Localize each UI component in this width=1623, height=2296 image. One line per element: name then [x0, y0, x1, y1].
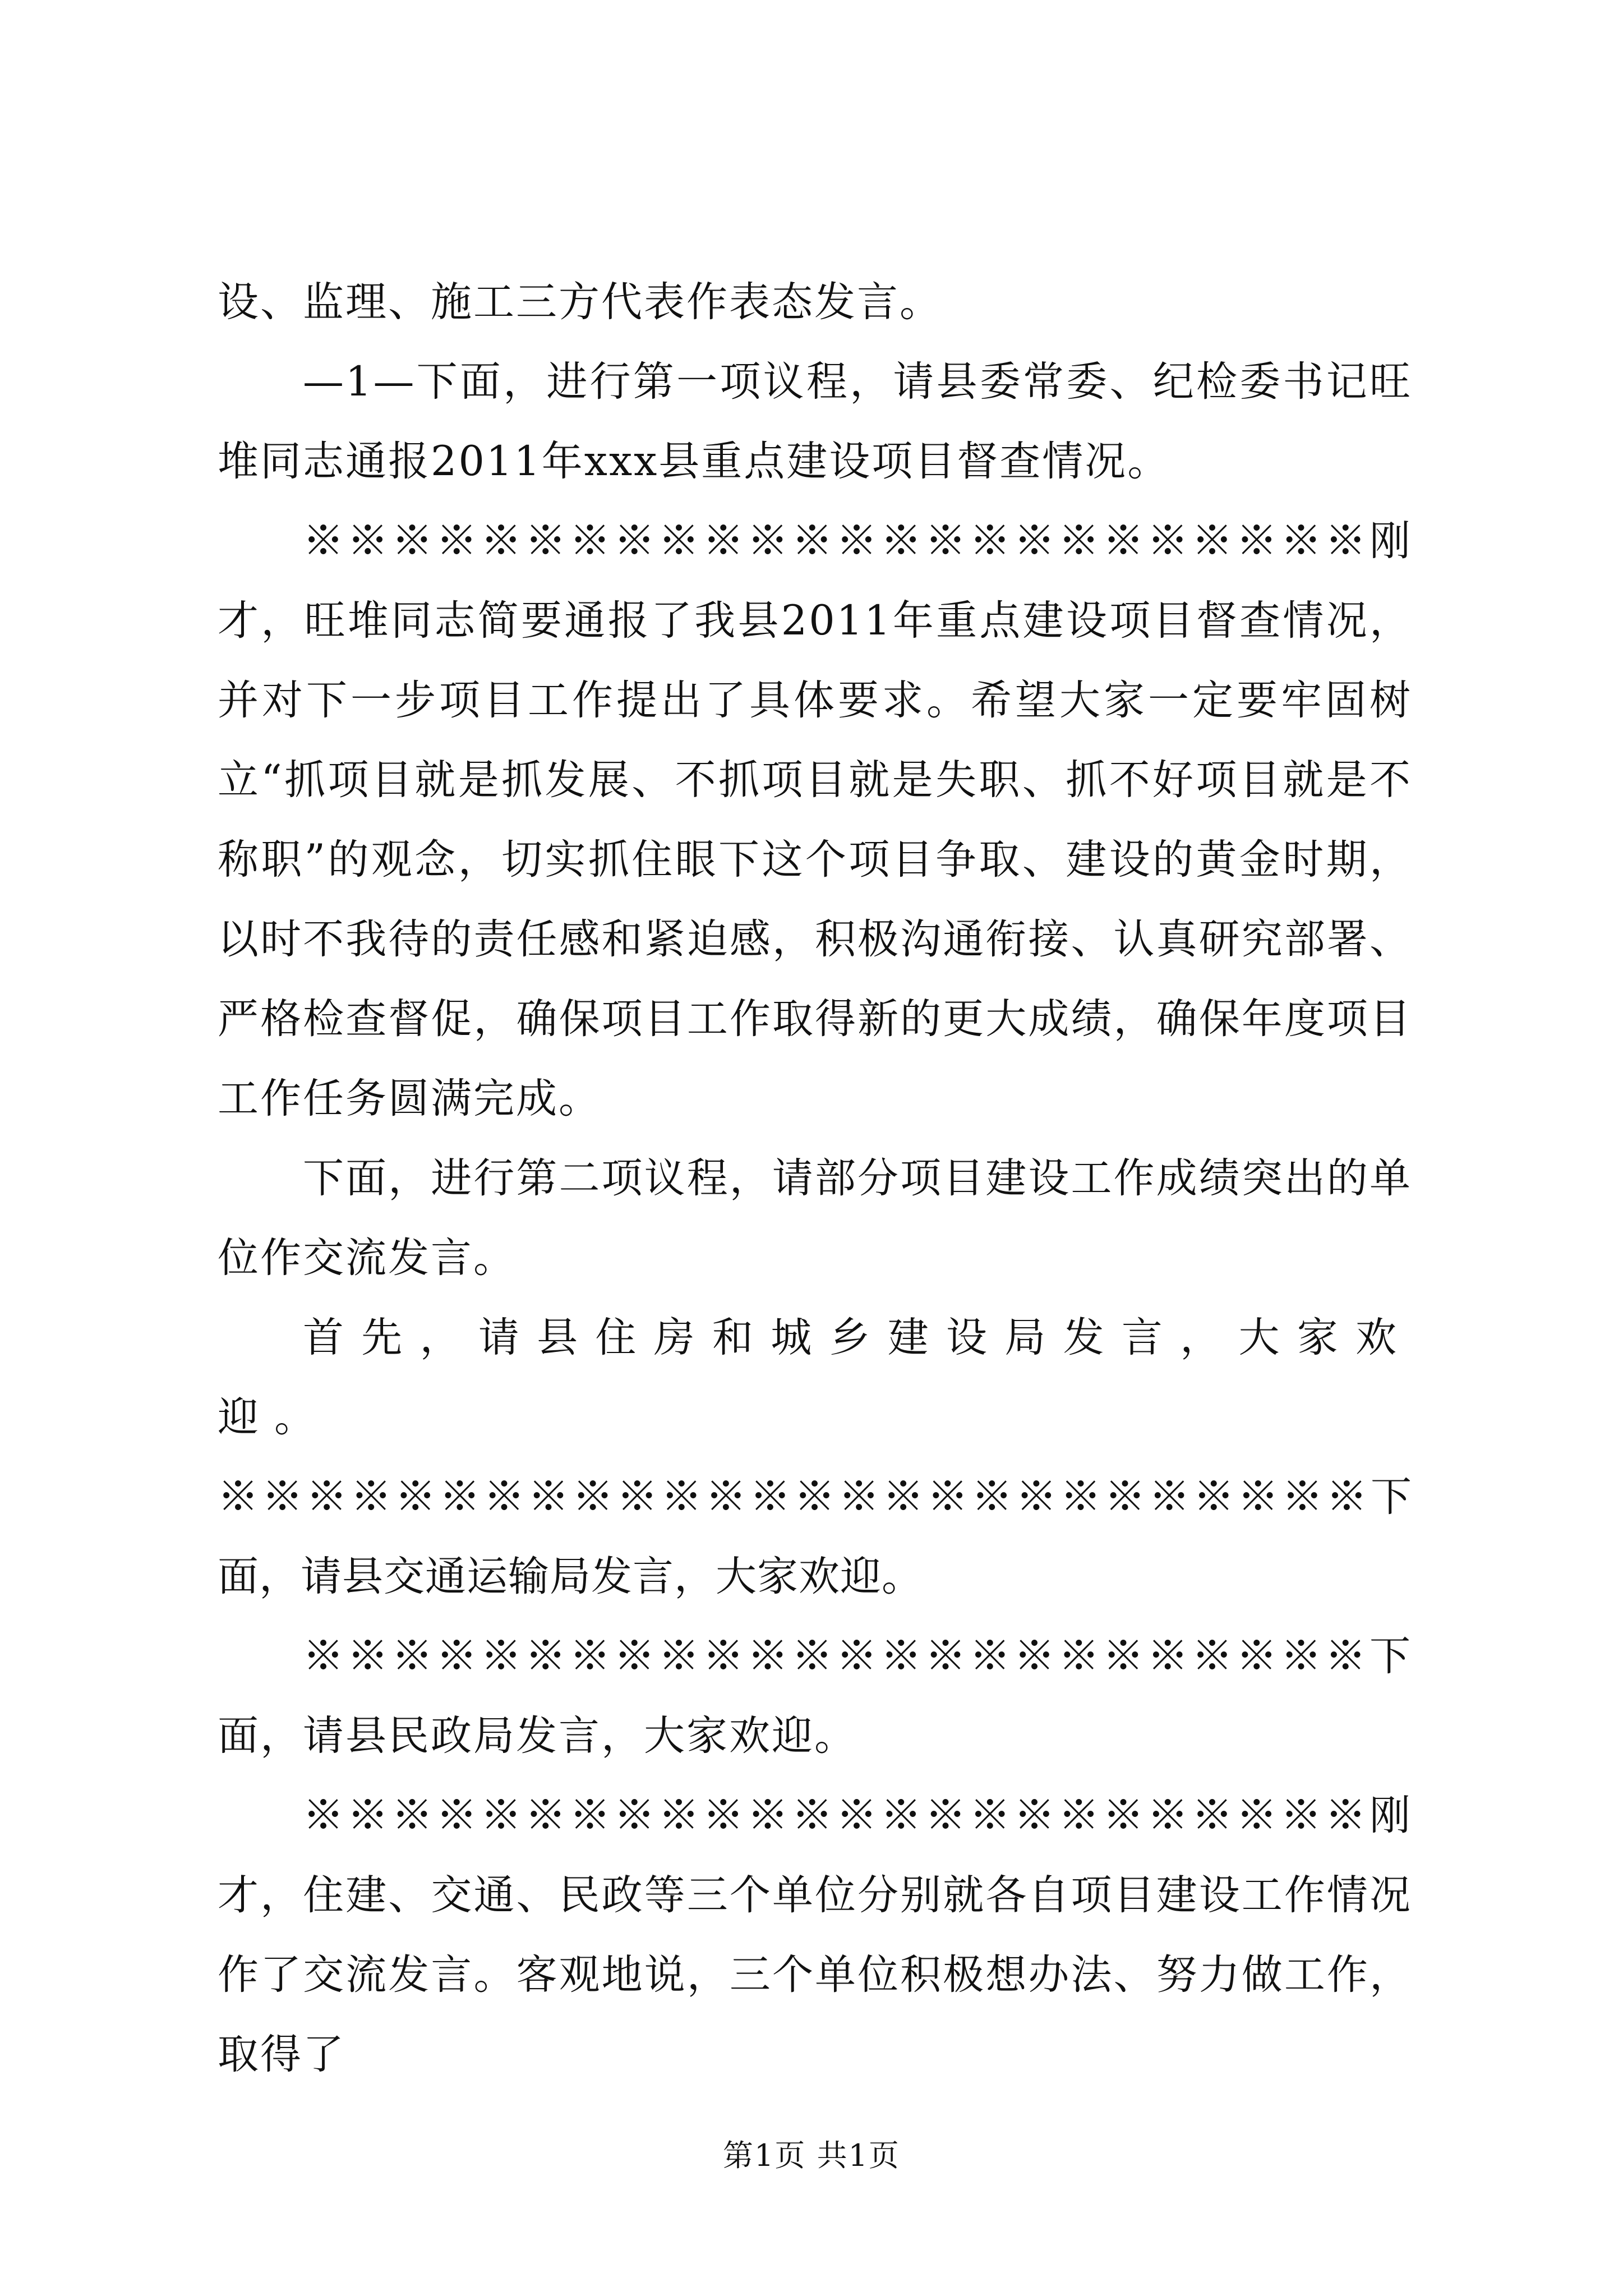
paragraph-1: 设、监理、施工三方代表作表态发言。: [218, 278, 942, 326]
page-footer: 第1页 共1页: [723, 2138, 900, 2173]
paragraph-3: ※※※※※※※※※※※※※※※※※※※※※※※※刚才，旺堆同志简要通报了我县2011年重点建设项目督查情况，并对下一步项目工作提出了具体要求。希望大家一定要牢固树立“抓项目就是抓发展、不抓项目就是失职、抓不好项目就是不称职”的观念，切实抓住眼下这个项目争取、建设的黄金时期，以时不我待的责任感和紧迫感，积极沟通衔接、认真研究部署、严格检查督促，确保项目工作取得新的更大成绩，确保年度项目工作任务圆满完成。: [218, 517, 1412, 1122]
document-body: [218, 263, 1412, 2095]
paragraph-8: ※※※※※※※※※※※※※※※※※※※※※※※※刚才，住建、交通、民政等三个单位分别就各自项目建设工作情况作了交流发言。客观地说，三个单位积极想办法、努力做工作，取得了: [218, 1792, 1412, 2078]
paragraph-2: —1—下面，进行第一项议程，请县委常委、纪检委书记旺堆同志通报2011年xxx县重点建设项目督查情况。: [218, 358, 1412, 485]
paragraph-4: 下面，进行第二项议程，请部分项目建设工作成绩突出的单位作交流发言。: [218, 1154, 1412, 1282]
paragraph-6: ※※※※※※※※※※※※※※※※※※※※※※※※※※下面，请县交通运输局发言，大家欢迎。: [218, 1473, 1412, 1600]
paragraph-7: ※※※※※※※※※※※※※※※※※※※※※※※※下面，请县民政局发言，大家欢迎。: [218, 1632, 1412, 1760]
paragraph-5: 首先，请县住房和城乡建设局发言，大家欢迎。: [218, 1314, 1412, 1441]
